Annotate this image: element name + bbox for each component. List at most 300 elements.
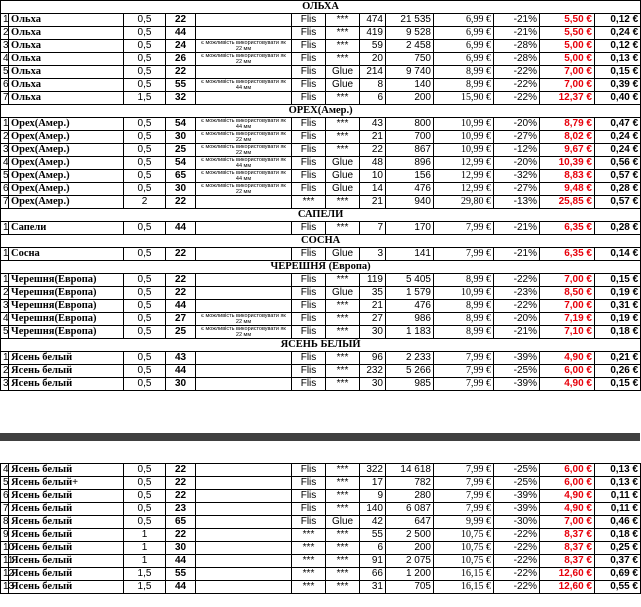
thickness: 1,5	[124, 581, 166, 594]
thickness: 0,5	[124, 157, 166, 170]
row-index: 4	[1, 53, 9, 66]
width: 44	[166, 222, 196, 235]
price: 16,15 €	[434, 568, 494, 581]
row-index: 1	[1, 14, 9, 27]
row-index: 1	[1, 352, 9, 365]
glue: ***	[326, 378, 360, 391]
unit-price: 0,47 €	[595, 118, 641, 131]
price: 7,99 €	[434, 378, 494, 391]
sale-price: 7,00 €	[540, 274, 595, 287]
quantity: 10	[360, 170, 386, 183]
surface: Flis	[292, 365, 326, 378]
sale-price: 8,02 €	[540, 131, 595, 144]
area: 200	[386, 542, 434, 555]
area: 2 458	[386, 40, 434, 53]
surface: Flis	[292, 118, 326, 131]
surface: ***	[292, 196, 326, 209]
glue: ***	[326, 144, 360, 157]
glue: Glue	[326, 183, 360, 196]
area: 896	[386, 157, 434, 170]
surface: Flis	[292, 131, 326, 144]
discount: -22%	[494, 542, 540, 555]
surface: ***	[292, 555, 326, 568]
note: є можливість використовувати як 44 мм	[196, 170, 292, 183]
section-header	[1, 261, 641, 274]
thickness: 0,5	[124, 300, 166, 313]
table-row	[1, 274, 641, 287]
table-row	[1, 222, 641, 235]
thickness: 0,5	[124, 490, 166, 503]
table-row	[1, 477, 641, 490]
surface: Flis	[292, 490, 326, 503]
sale-price: 9,48 €	[540, 183, 595, 196]
price: 10,99 €	[434, 131, 494, 144]
width: 22	[166, 14, 196, 27]
price: 12,99 €	[434, 183, 494, 196]
area: 476	[386, 300, 434, 313]
section-title: САПЕЛИ	[1, 209, 641, 222]
thickness: 0,5	[124, 79, 166, 92]
wood-species: Сосна	[9, 248, 124, 261]
sale-price: 12,60 €	[540, 581, 595, 594]
glue: ***	[326, 313, 360, 326]
sale-price: 5,50 €	[540, 27, 595, 40]
page-separator	[0, 433, 640, 441]
sale-price: 7,00 €	[540, 79, 595, 92]
area: 1 200	[386, 568, 434, 581]
unit-price: 0,19 €	[595, 287, 641, 300]
area: 1 183	[386, 326, 434, 339]
discount: -21%	[494, 27, 540, 40]
section-title: ОЛЬХА	[1, 1, 641, 14]
table-row	[1, 92, 641, 105]
width: 22	[166, 196, 196, 209]
sale-price: 7,10 €	[540, 326, 595, 339]
glue: ***	[326, 53, 360, 66]
row-index: 9	[1, 529, 9, 542]
sale-price: 8,37 €	[540, 542, 595, 555]
area: 2 233	[386, 352, 434, 365]
thickness: 0,5	[124, 287, 166, 300]
price: 7,99 €	[434, 477, 494, 490]
wood-species: Черешня(Европа)	[9, 287, 124, 300]
discount: -23%	[494, 287, 540, 300]
glue: Glue	[326, 157, 360, 170]
unit-price: 0,12 €	[595, 14, 641, 27]
note	[196, 477, 292, 490]
area: 280	[386, 490, 434, 503]
table-row	[1, 287, 641, 300]
wood-species: Ясень белый	[9, 542, 124, 555]
thickness: 0,5	[124, 40, 166, 53]
thickness: 1	[124, 542, 166, 555]
width: 30	[166, 378, 196, 391]
thickness: 0,5	[124, 365, 166, 378]
discount: -12%	[494, 144, 540, 157]
thickness: 1	[124, 529, 166, 542]
note	[196, 529, 292, 542]
unit-price: 0,57 €	[595, 196, 641, 209]
section-header	[1, 1, 641, 14]
price: 29,80 €	[434, 196, 494, 209]
wood-species: Ясень белый	[9, 490, 124, 503]
wood-species: Ясень белый	[9, 581, 124, 594]
surface: Flis	[292, 14, 326, 27]
table-row	[1, 248, 641, 261]
glue: Glue	[326, 287, 360, 300]
sale-price: 9,67 €	[540, 144, 595, 157]
wood-species: Ясень белый	[9, 352, 124, 365]
width: 22	[166, 287, 196, 300]
price: 7,99 €	[434, 352, 494, 365]
quantity: 7	[360, 222, 386, 235]
row-index: 7	[1, 503, 9, 516]
discount: -39%	[494, 378, 540, 391]
glue: ***	[326, 27, 360, 40]
unit-price: 0,18 €	[595, 529, 641, 542]
unit-price: 0,13 €	[595, 53, 641, 66]
price: 6,99 €	[434, 53, 494, 66]
price: 6,99 €	[434, 40, 494, 53]
surface: Flis	[292, 79, 326, 92]
quantity: 14	[360, 183, 386, 196]
row-index: 1	[1, 274, 9, 287]
width: 44	[166, 365, 196, 378]
price: 8,99 €	[434, 313, 494, 326]
width: 22	[166, 274, 196, 287]
table-row	[1, 170, 641, 183]
width: 44	[166, 300, 196, 313]
quantity: 91	[360, 555, 386, 568]
table-row	[1, 66, 641, 79]
glue: Glue	[326, 170, 360, 183]
sale-price: 5,00 €	[540, 53, 595, 66]
unit-price: 0,28 €	[595, 222, 641, 235]
glue: ***	[326, 568, 360, 581]
quantity: 9	[360, 490, 386, 503]
quantity: 55	[360, 529, 386, 542]
surface: Flis	[292, 157, 326, 170]
table-row	[1, 157, 641, 170]
section-title: ОРЕХ(Амер.)	[1, 105, 641, 118]
row-index: 7	[1, 196, 9, 209]
price: 10,99 €	[434, 287, 494, 300]
note	[196, 222, 292, 235]
unit-price: 0,40 €	[595, 92, 641, 105]
price: 7,99 €	[434, 503, 494, 516]
quantity: 27	[360, 313, 386, 326]
price: 10,75 €	[434, 542, 494, 555]
wood-species: Орех(Амер.)	[9, 144, 124, 157]
glue: Glue	[326, 516, 360, 529]
price: 7,99 €	[434, 222, 494, 235]
quantity: 8	[360, 79, 386, 92]
discount: -22%	[494, 555, 540, 568]
glue: ***	[326, 365, 360, 378]
surface: Flis	[292, 464, 326, 477]
sale-price: 4,90 €	[540, 503, 595, 516]
width: 22	[166, 477, 196, 490]
area: 170	[386, 222, 434, 235]
area: 700	[386, 131, 434, 144]
price: 8,99 €	[434, 79, 494, 92]
area: 985	[386, 378, 434, 391]
wood-species: Ясень белый	[9, 464, 124, 477]
wood-species: Ольха	[9, 27, 124, 40]
section-header	[1, 105, 641, 118]
surface: ***	[292, 568, 326, 581]
discount: -28%	[494, 40, 540, 53]
table-row	[1, 131, 641, 144]
quantity: 140	[360, 503, 386, 516]
thickness: 2	[124, 196, 166, 209]
note	[196, 555, 292, 568]
quantity: 232	[360, 365, 386, 378]
sale-price: 12,37 €	[540, 92, 595, 105]
price: 8,99 €	[434, 66, 494, 79]
glue: ***	[326, 326, 360, 339]
unit-price: 0,28 €	[595, 183, 641, 196]
width: 55	[166, 79, 196, 92]
table-row	[1, 352, 641, 365]
glue: ***	[326, 300, 360, 313]
price: 12,99 €	[434, 157, 494, 170]
quantity: 474	[360, 14, 386, 27]
width: 44	[166, 581, 196, 594]
row-index: 2	[1, 365, 9, 378]
note: є можливість використовувати як 22 мм	[196, 313, 292, 326]
row-index: 8	[1, 516, 9, 529]
unit-price: 0,56 €	[595, 157, 641, 170]
table-row	[1, 581, 641, 594]
quantity: 22	[360, 144, 386, 157]
sale-price: 7,00 €	[540, 516, 595, 529]
price: 12,99 €	[434, 170, 494, 183]
thickness: 0,5	[124, 14, 166, 27]
price: 10,75 €	[434, 555, 494, 568]
glue: ***	[326, 581, 360, 594]
thickness: 0,5	[124, 170, 166, 183]
table-row	[1, 313, 641, 326]
thickness: 0,5	[124, 144, 166, 157]
surface: Flis	[292, 503, 326, 516]
table-row	[1, 326, 641, 339]
sale-price: 6,00 €	[540, 365, 595, 378]
surface: Flis	[292, 92, 326, 105]
quantity: 6	[360, 542, 386, 555]
glue: ***	[326, 542, 360, 555]
unit-price: 0,13 €	[595, 477, 641, 490]
discount: -39%	[494, 352, 540, 365]
table-row	[1, 365, 641, 378]
table-row	[1, 118, 641, 131]
glue: ***	[326, 503, 360, 516]
area: 140	[386, 79, 434, 92]
area: 6 087	[386, 503, 434, 516]
thickness: 0,5	[124, 464, 166, 477]
row-index: 5	[1, 326, 9, 339]
note	[196, 365, 292, 378]
wood-species: Ясень белый+	[9, 477, 124, 490]
table-row	[1, 542, 641, 555]
quantity: 31	[360, 581, 386, 594]
row-index: 6	[1, 183, 9, 196]
width: 22	[166, 248, 196, 261]
sale-price: 6,00 €	[540, 477, 595, 490]
width: 65	[166, 170, 196, 183]
discount: -27%	[494, 183, 540, 196]
wood-species: Орех(Амер.)	[9, 157, 124, 170]
discount: -13%	[494, 196, 540, 209]
sale-price: 5,50 €	[540, 14, 595, 27]
glue: ***	[326, 464, 360, 477]
width: 32	[166, 92, 196, 105]
sale-price: 7,00 €	[540, 300, 595, 313]
note	[196, 490, 292, 503]
width: 24	[166, 40, 196, 53]
row-index: 13	[1, 581, 9, 594]
unit-price: 0,19 €	[595, 313, 641, 326]
price: 8,99 €	[434, 300, 494, 313]
note	[196, 287, 292, 300]
area: 141	[386, 248, 434, 261]
note	[196, 66, 292, 79]
width: 26	[166, 53, 196, 66]
quantity: 66	[360, 568, 386, 581]
thickness: 0,5	[124, 248, 166, 261]
section-title: ЧЕРЕШНЯ (Европа)	[1, 261, 641, 274]
note	[196, 464, 292, 477]
unit-price: 0,24 €	[595, 131, 641, 144]
discount: -39%	[494, 490, 540, 503]
area: 9 740	[386, 66, 434, 79]
glue: ***	[326, 92, 360, 105]
thickness: 1	[124, 555, 166, 568]
wood-species: Сапели	[9, 222, 124, 235]
note	[196, 27, 292, 40]
unit-price: 0,57 €	[595, 170, 641, 183]
note	[196, 503, 292, 516]
note: є можливість використовувати як 44 мм	[196, 118, 292, 131]
unit-price: 0,46 €	[595, 516, 641, 529]
area: 9 528	[386, 27, 434, 40]
surface: Flis	[292, 27, 326, 40]
discount: -22%	[494, 92, 540, 105]
row-index: 3	[1, 40, 9, 53]
quantity: 419	[360, 27, 386, 40]
quantity: 96	[360, 352, 386, 365]
surface: Flis	[292, 516, 326, 529]
wood-species: Черешня(Европа)	[9, 300, 124, 313]
sale-price: 4,90 €	[540, 378, 595, 391]
width: 65	[166, 516, 196, 529]
unit-price: 0,11 €	[595, 490, 641, 503]
thickness: 0,5	[124, 503, 166, 516]
table-row	[1, 555, 641, 568]
unit-price: 0,39 €	[595, 79, 641, 92]
note	[196, 352, 292, 365]
row-index: 3	[1, 378, 9, 391]
wood-species: Ясень белый	[9, 568, 124, 581]
glue: Glue	[326, 66, 360, 79]
quantity: 43	[360, 118, 386, 131]
unit-price: 0,37 €	[595, 555, 641, 568]
row-index: 6	[1, 79, 9, 92]
wood-species: Ольха	[9, 92, 124, 105]
thickness: 0,5	[124, 131, 166, 144]
thickness: 0,5	[124, 378, 166, 391]
width: 30	[166, 183, 196, 196]
price: 7,99 €	[434, 464, 494, 477]
unit-price: 0,69 €	[595, 568, 641, 581]
sale-price: 10,39 €	[540, 157, 595, 170]
sale-price: 7,19 €	[540, 313, 595, 326]
quantity: 3	[360, 248, 386, 261]
row-index: 5	[1, 170, 9, 183]
sale-price: 6,35 €	[540, 248, 595, 261]
row-index: 5	[1, 66, 9, 79]
table-row	[1, 40, 641, 53]
wood-species: Черешня(Европа)	[9, 274, 124, 287]
table-row	[1, 79, 641, 92]
table-row	[1, 529, 641, 542]
table-row	[1, 196, 641, 209]
row-index: 3	[1, 300, 9, 313]
quantity: 322	[360, 464, 386, 477]
price: 7,99 €	[434, 365, 494, 378]
discount: -21%	[494, 248, 540, 261]
price: 9,99 €	[434, 516, 494, 529]
surface: Flis	[292, 287, 326, 300]
thickness: 0,5	[124, 313, 166, 326]
glue: ***	[326, 131, 360, 144]
area: 1 579	[386, 287, 434, 300]
thickness: 0,5	[124, 66, 166, 79]
sale-price: 8,37 €	[540, 555, 595, 568]
area: 800	[386, 118, 434, 131]
wood-species: Черешня(Европа)	[9, 326, 124, 339]
note: є можливість використовувати як 22 мм	[196, 131, 292, 144]
discount: -20%	[494, 157, 540, 170]
surface: Flis	[292, 40, 326, 53]
discount: -21%	[494, 222, 540, 235]
sale-price: 8,79 €	[540, 118, 595, 131]
table-row	[1, 27, 641, 40]
unit-price: 0,12 €	[595, 40, 641, 53]
glue: Glue	[326, 79, 360, 92]
glue: ***	[326, 529, 360, 542]
note	[196, 378, 292, 391]
quantity: 30	[360, 326, 386, 339]
discount: -25%	[494, 365, 540, 378]
row-index: 2	[1, 287, 9, 300]
surface: Flis	[292, 313, 326, 326]
sale-price: 7,00 €	[540, 66, 595, 79]
row-index: 7	[1, 92, 9, 105]
area: 782	[386, 477, 434, 490]
wood-species: Орех(Амер.)	[9, 183, 124, 196]
surface: ***	[292, 542, 326, 555]
width: 23	[166, 503, 196, 516]
row-index: 4	[1, 313, 9, 326]
quantity: 20	[360, 53, 386, 66]
area: 940	[386, 196, 434, 209]
note	[196, 248, 292, 261]
quantity: 214	[360, 66, 386, 79]
surface: ***	[292, 529, 326, 542]
price: 6,99 €	[434, 27, 494, 40]
glue: ***	[326, 14, 360, 27]
